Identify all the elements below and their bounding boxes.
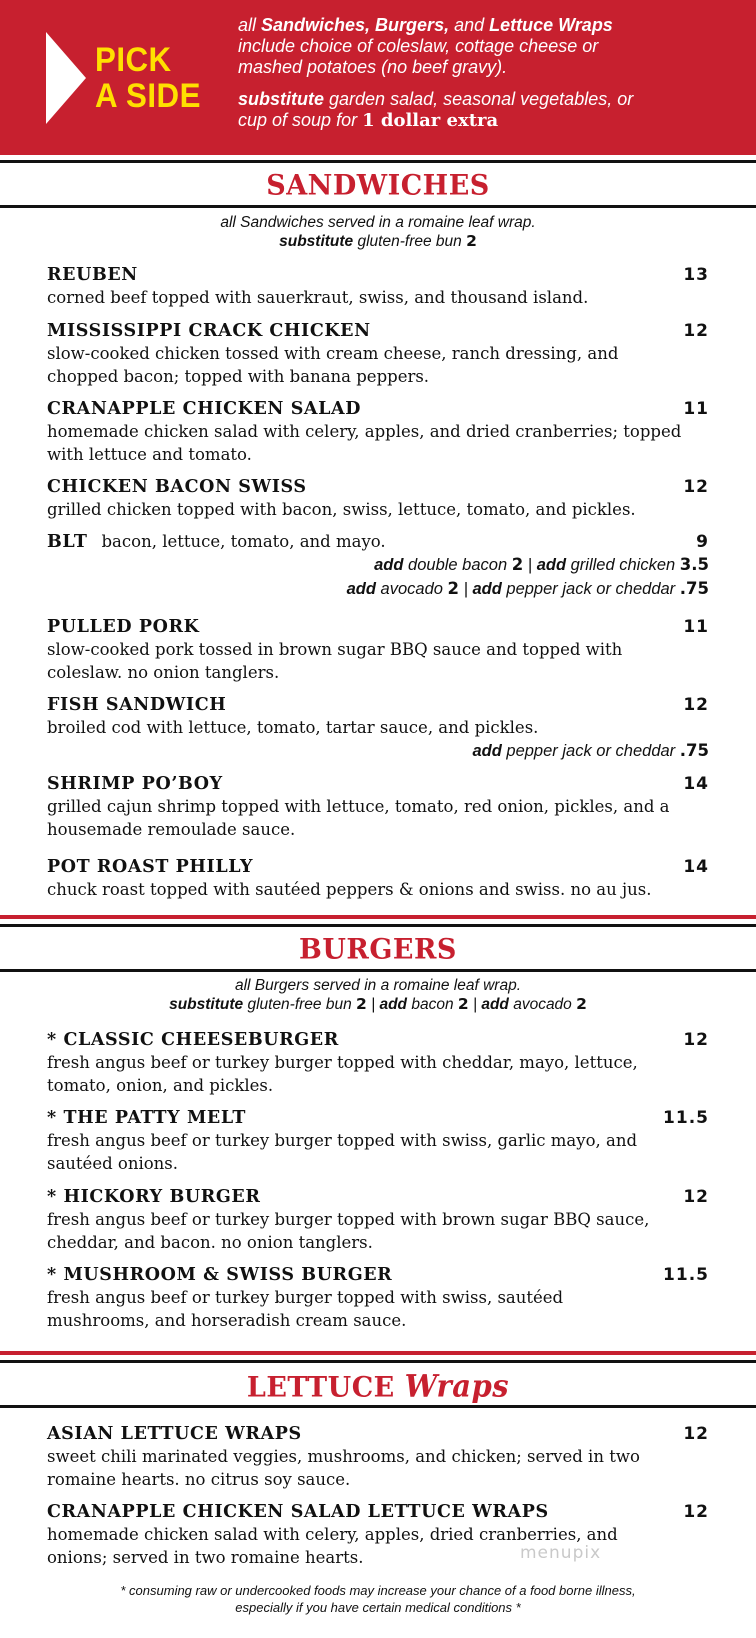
disclaimer-line1: * consuming raw or undercooked foods may increase your chance of a food borne illness, (120, 1583, 636, 1598)
raw-food-disclaimer (0, 1582, 756, 1616)
item-name-row (47, 531, 709, 553)
menu-item-pot-roast-philly (47, 856, 709, 901)
item-description: fresh angus beef or turkey burger topped with brown sugar BBQ sauce, cheddar, and bacon. no onion tanglers. (47, 1210, 650, 1252)
note-bold: add (481, 996, 509, 1013)
item-description: fresh angus beef or turkey burger topped with cheddar, mayo, lettuce, tomato, onion, and pickles. (47, 1053, 638, 1095)
menu-item-chicken-bacon-swiss (47, 476, 709, 521)
note-text: avocado (508, 996, 577, 1013)
burgers-note (0, 976, 756, 1014)
sandwiches-note-line1: all Sandwiches served in a romaine leaf wrap. (220, 214, 536, 231)
sandwiches-title: SANDWICHES (266, 169, 490, 202)
addon-text: grilled chicken (566, 556, 680, 574)
arrow-right-icon (46, 32, 86, 124)
side-text: all (238, 15, 262, 35)
pick-a-side-banner (0, 0, 756, 152)
addon-text: pepper jack or cheddar (501, 580, 680, 598)
note-bold: add (379, 996, 408, 1013)
item-price: 11 (683, 617, 709, 637)
addon-price: 2 (447, 579, 459, 598)
addon-price: 3.5 (679, 555, 709, 574)
item-name: * THE PATTY MELT (47, 1108, 246, 1128)
note-price: 2 (457, 995, 469, 1013)
addon-label: add (346, 580, 376, 598)
substitute-label: substitute (238, 89, 325, 109)
item-name: SHRIMP PO’BOY (47, 774, 223, 794)
menu-item-the-patty-melt (47, 1107, 709, 1175)
item-description: slow-cooked pork tossed in brown sugar BBQ sauce and topped with coleslaw. no onion tanglers. (47, 640, 623, 682)
burgers-note-line2 (0, 995, 756, 1014)
lettuce-wraps-header (0, 1360, 756, 1408)
menu-item-mushroom-swiss-burger (47, 1264, 709, 1332)
pick-a-side-title (95, 42, 215, 114)
item-description: corned beef topped with sauerkraut, swiss, and thousand island. (47, 288, 589, 307)
watermark: menupix (520, 1543, 602, 1563)
item-description: grilled chicken topped with bacon, swiss, lettuce, tomato, and pickles. (47, 500, 636, 519)
item-price: 9 (696, 532, 709, 552)
item-name: CRANAPPLE CHICKEN SALAD (47, 399, 361, 419)
item-price: 12 (683, 477, 709, 497)
note-price: 2 (466, 232, 477, 250)
menu-item-reuben (47, 264, 709, 309)
note-bold: substitute (279, 233, 354, 250)
item-price: 14 (683, 774, 709, 794)
side-text-bold: Sandwiches, Burgers, (261, 15, 450, 35)
note-price: 2 (356, 995, 367, 1013)
item-description: fresh angus beef or turkey burger topped with swiss, garlic mayo, and sautéed onions. (47, 1131, 638, 1173)
menu-item-hickory-burger (47, 1186, 709, 1254)
item-price: 11.5 (663, 1265, 709, 1285)
side-text: include choice of coleslaw, cottage cheese or (238, 36, 599, 56)
wraps-title-script: Wraps (404, 1368, 510, 1404)
menu-item-blt (47, 531, 709, 601)
item-price: 12 (683, 1502, 709, 1522)
item-name: PULLED PORK (47, 617, 200, 637)
item-description: homemade chicken salad with celery, apples, dried cranberries, and onions; served in two romaine hearts. (47, 1525, 618, 1567)
note-text: gluten-free bun (353, 233, 467, 250)
note-text: bacon (407, 996, 458, 1013)
menu-item-cranapple-chicken-salad (47, 398, 709, 466)
note-price: 2 (576, 995, 587, 1013)
substitute-text: garden salad, seasonal vegetables, or (324, 89, 634, 109)
item-price: 12 (683, 1424, 709, 1444)
blt-addons-line1 (47, 553, 709, 577)
addon-text: avocado (375, 580, 448, 598)
note-separator: | (468, 996, 482, 1013)
item-name: CHICKEN BACON SWISS (47, 477, 307, 497)
blt-addons-line2 (47, 577, 709, 601)
burgers-header (0, 924, 756, 972)
item-price: 11 (683, 399, 709, 419)
item-description: bacon, lettuce, tomato, and mayo. (101, 532, 386, 551)
item-price: 12 (683, 1030, 709, 1050)
item-description: grilled cajun shrimp topped with lettuce, tomato, red onion, pickles, and a housemade remoulade sauce. (47, 797, 670, 839)
sandwiches-note-line2 (0, 232, 756, 251)
item-price: 11.5 (663, 1108, 709, 1128)
item-name: * CLASSIC CHEESEBURGER (47, 1030, 339, 1050)
addon-label: add (374, 556, 404, 574)
sandwiches-note (0, 213, 756, 251)
item-price: 12 (683, 321, 709, 341)
side-options-text (238, 15, 748, 142)
note-text: gluten-free bun (243, 996, 357, 1013)
item-price: 12 (683, 695, 709, 715)
disclaimer-line2: especially if you have certain medical conditions * (235, 1600, 521, 1615)
addon-label: add (472, 742, 502, 760)
menu-item-classic-cheeseburger (47, 1029, 709, 1097)
substitute-price: 1 dollar extra (362, 110, 499, 131)
item-name: POT ROAST PHILLY (47, 857, 254, 877)
addon-price: .75 (679, 579, 709, 598)
item-description: sweet chili marinated veggies, mushrooms, and chicken; served in two romaine hearts. no citrus soy sauce. (47, 1447, 640, 1489)
addon-text: pepper jack or cheddar (501, 742, 680, 760)
side-text: and (449, 15, 490, 35)
item-name: FISH SANDWICH (47, 695, 227, 715)
addon-price: .75 (679, 741, 709, 760)
item-description: homemade chicken salad with celery, apples, and dried cranberries; topped with lettuce and tomato. (47, 422, 682, 464)
note-separator: | (366, 996, 380, 1013)
fish-addon (47, 739, 709, 763)
burgers-note-line1: all Burgers served in a romaine leaf wrap. (234, 977, 522, 994)
note-bold: substitute (169, 996, 244, 1013)
item-description: fresh angus beef or turkey burger topped with swiss, sautéed mushrooms, and horseradish cream sauce. (47, 1288, 564, 1330)
item-name: BLT (47, 532, 88, 552)
pick-title-line1: PICK (95, 41, 172, 79)
item-name: REUBEN (47, 265, 138, 285)
menu-item-shrimp-poboy (47, 773, 709, 841)
menu-item-mississippi-crack-chicken (47, 320, 709, 388)
burgers-title: BURGERS (299, 933, 457, 966)
item-name: MISSISSIPPI CRACK CHICKEN (47, 321, 371, 341)
addon-separator: | (523, 556, 537, 574)
item-name: * HICKORY BURGER (47, 1187, 261, 1207)
item-price: 13 (683, 265, 709, 285)
side-text-bold: Lettuce Wraps (489, 15, 613, 35)
addon-separator: | (459, 580, 473, 598)
side-options-paragraph (238, 15, 748, 78)
substitute-text: cup of soup for (238, 110, 363, 130)
wraps-title-text: LETTUCE (246, 1371, 395, 1404)
item-description: chuck roast topped with sautéed peppers & onions and swiss. no au jus. (47, 880, 652, 899)
pick-title-line2: A SIDE (95, 77, 201, 115)
menu-item-asian-lettuce-wraps (47, 1423, 709, 1491)
menu-item-cranapple-lettuce-wraps (47, 1501, 709, 1569)
item-name: CRANAPPLE CHICKEN SALAD LETTUCE WRAPS (47, 1502, 549, 1522)
item-description: slow-cooked chicken tossed with cream cheese, ranch dressing, and chopped bacon; topped with banana peppers. (47, 344, 619, 386)
addon-label: add (536, 556, 567, 574)
item-description: broiled cod with lettuce, tomato, tartar sauce, and pickles. (47, 718, 539, 737)
side-text: mashed potatoes (no beef gravy). (238, 57, 508, 77)
addon-text: double bacon (403, 556, 512, 574)
addon-label: add (472, 580, 502, 598)
item-price: 12 (683, 1187, 709, 1207)
item-price: 14 (683, 857, 709, 877)
item-name: * MUSHROOM & SWISS BURGER (47, 1265, 393, 1285)
lettuce-wraps-title (0, 1370, 756, 1404)
substitute-paragraph (238, 89, 748, 131)
sandwiches-header (0, 160, 756, 208)
menu-item-fish-sandwich (47, 694, 709, 763)
menu-item-pulled-pork (47, 616, 709, 684)
addon-price: 2 (511, 555, 524, 574)
item-name: ASIAN LETTUCE WRAPS (47, 1424, 302, 1444)
